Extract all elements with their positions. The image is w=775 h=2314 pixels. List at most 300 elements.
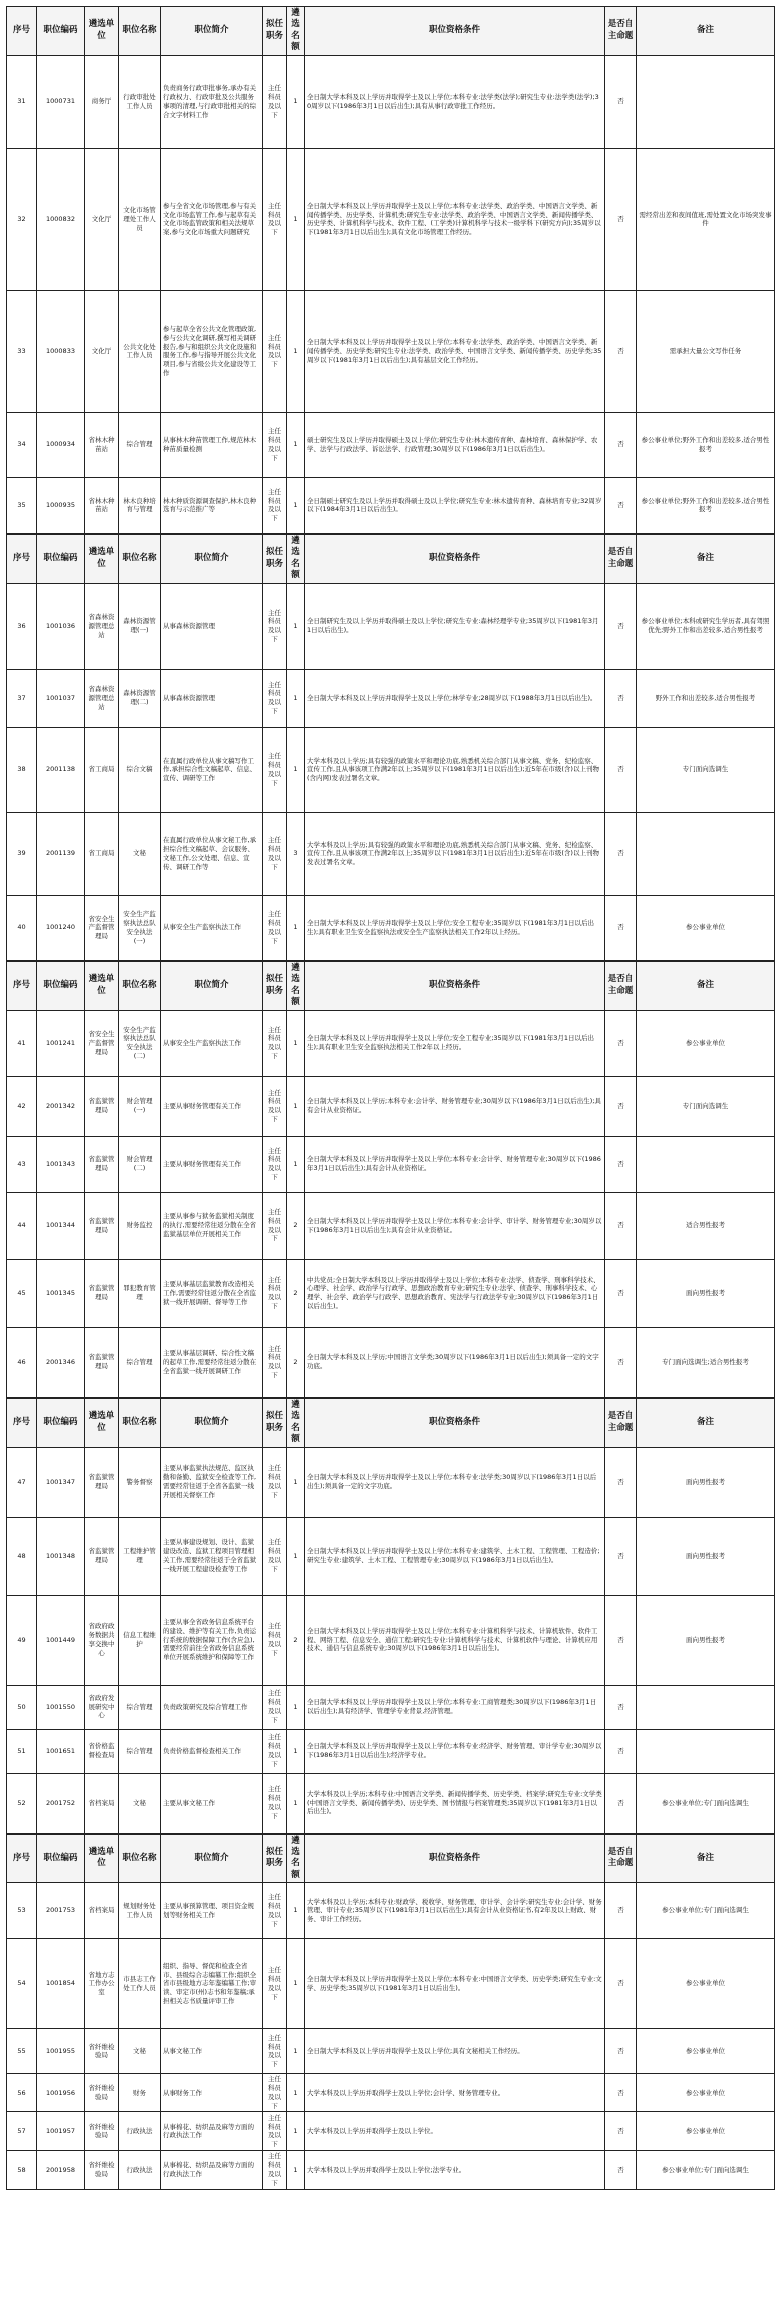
cell-position-name: 森林资源管理(二) [119, 669, 161, 727]
cell-qualification-requirements: 大学本科及以上学历;本科专业:中国语言文学类、新闻传播学类、历史学类、档案学;研究生专业:文学类(中国语言文学类、新闻传播学类)、历史学类、图书情报与档案管理类;35周岁以下(1981年3月1日以后出生)。 [305, 1773, 605, 1833]
cell-position-code: 1001037 [37, 669, 85, 727]
cell-position-description: 从事安全生产监察执法工作 [161, 1010, 263, 1076]
cell-remarks [637, 812, 775, 895]
cell-qualification-requirements: 全日制大学本科及以上学历并取得学士及以上学位;本科专业:计算机科学与技术、计算机软件、软件工程、网络工程、信息安全、通信工程;研究生专业:计算机科学与技术、计算机软件与理论、计算机应用技术、通信与信息系统专业;30周岁以下(1986年3月1日以后出生)。 [305, 1595, 605, 1685]
cell-recruiting-unit: 省安全生产监督管理局 [85, 1010, 119, 1076]
cell-position-description: 主要从事基层调研、综合性文稿的起草工作,需要经常往返分散在全省监狱一线开展调研工作 [161, 1327, 263, 1397]
cell-qualification-requirements: 全日制大学本科及以上学历并取得学士及以上学位;具有文秘相关工作经历。 [305, 2029, 605, 2074]
table-row [7, 1327, 775, 1397]
cell-self-proposition: 否 [605, 1076, 637, 1136]
cell-position-code: 1001347 [37, 1447, 85, 1517]
column-header-remarks: 备注 [637, 1834, 775, 1883]
cell-qualification-requirements: 硕士研究生及以上学历并取得硕士及以上学位;研究生专业:林木遗传育种、森林培育、森林保护学、农学、法学与行政法学、诉讼法学、行政管理;30周岁以下(1986年3月1日以后出生)。 [305, 412, 605, 477]
cell-position-name: 规划财务处工作人员 [119, 1883, 161, 1939]
cell-remarks: 参公事业单位 [637, 895, 775, 960]
cell-qualification-requirements: 中共党员;全日制大学本科及以上学历并取得学士及以上学位;本科专业:法学、侦查学、刑事科学技术、心理学、社会学、政治学与行政学、思想政治教育专业;研究生专业:法学、侦查学、刑事科学技术、心理学、社会学、政治学与行政学、思想政治教育、宪法学与行政法学专业;30周岁以下(1986年3月1日以后出生)。 [305, 1259, 605, 1327]
cell-position-description: 参与全省文化市场管理,参与有关文化市场监管工作,参与起草有关文化市场监管政策和相关法规草案,参与文化市场重大问题研究 [161, 148, 263, 290]
cell-recruiting-unit: 省林木种苗站 [85, 477, 119, 533]
column-header-position-name: 职位名称 [119, 7, 161, 56]
cell-recruiting-unit: 省监狱管理局 [85, 1259, 119, 1327]
cell-self-proposition: 否 [605, 1136, 637, 1192]
cell-row-number: 50 [7, 1685, 37, 1729]
column-header-remarks: 备注 [637, 1398, 775, 1447]
table-row [7, 290, 775, 412]
cell-self-proposition: 否 [605, 1939, 637, 2029]
cell-position-description: 从事棉花、纺织品及麻等方面的行政执法工作 [161, 2151, 263, 2189]
column-header-remarks: 备注 [637, 961, 775, 1010]
cell-position-name: 综合管理 [119, 1729, 161, 1773]
cell-position-code: 2001342 [37, 1076, 85, 1136]
cell-qualification-requirements: 全日制大学本科及以上学历并取得学士及以上学位;林学专业;28周岁以下(1988年3月1日以后出生)。 [305, 669, 605, 727]
cell-remarks: 参公事业单位;专门面向选调生 [637, 1883, 775, 1939]
column-header-position-description: 职位简介 [161, 1834, 263, 1883]
cell-proposed-post: 主任科员及以下 [263, 2151, 287, 2189]
cell-row-number: 37 [7, 669, 37, 727]
cell-position-description: 主要从事财务管理有关工作 [161, 1076, 263, 1136]
cell-qualification-requirements: 全日制大学本科及以上学历并取得学士及以上学位;本科专业:经济学、财务管理、审计学专业;30周岁以下(1986年3月1日以后出生);经济学专业。 [305, 1729, 605, 1773]
cell-recruiting-unit: 省监狱管理局 [85, 1192, 119, 1259]
cell-position-code: 2001138 [37, 727, 85, 812]
cell-quota: 1 [287, 290, 305, 412]
cell-qualification-requirements: 全日制研究生及以上学历并取得硕士及以上学位;研究生专业:森林经理学专业;35周岁以下(1981年3月1日以后出生)。 [305, 583, 605, 669]
cell-proposed-post: 主任科员及以下 [263, 1939, 287, 2029]
cell-proposed-post: 主任科员及以下 [263, 2112, 287, 2151]
cell-remarks: 面向男性报考 [637, 1447, 775, 1517]
column-header-proposed-post: 拟任职务 [263, 1398, 287, 1447]
cell-self-proposition: 否 [605, 1773, 637, 1833]
cell-position-code: 1001348 [37, 1517, 85, 1595]
cell-remarks: 参公事业单位;专门面向选调生 [637, 2151, 775, 2189]
column-header-self-proposition: 是否自主命题 [605, 1398, 637, 1447]
cell-row-number: 54 [7, 1939, 37, 2029]
cell-position-code: 1001957 [37, 2112, 85, 2151]
cell-row-number: 49 [7, 1595, 37, 1685]
cell-quota: 2 [287, 1192, 305, 1259]
table-row [7, 2151, 775, 2189]
cell-position-code: 1001036 [37, 583, 85, 669]
cell-qualification-requirements: 全日制大学本科及以上学历;中国语言文学类;30周岁以下(1986年3月1日以后出生);须具备一定的文字功底。 [305, 1327, 605, 1397]
cell-recruiting-unit: 省监狱管理局 [85, 1136, 119, 1192]
cell-recruiting-unit: 文化厅 [85, 290, 119, 412]
table-row [7, 412, 775, 477]
cell-proposed-post: 主任科员及以下 [263, 148, 287, 290]
cell-quota: 1 [287, 727, 305, 812]
cell-qualification-requirements: 全日制大学本科及以上学历并取得学士及以上学位;本科专业:法学类、政治学类、中国语言文学类、新闻传播学类、历史学类;研究生专业:法学类、政治学类、中国语言文学类、新闻传播学类、历史学类;35周岁以下(1981年3月1日以后出生);具有基层文化工作经历。 [305, 290, 605, 412]
cell-self-proposition: 否 [605, 2151, 637, 2189]
cell-quota: 1 [287, 1517, 305, 1595]
column-header-qualification-requirements: 职位资格条件 [305, 1398, 605, 1447]
cell-position-code: 1000832 [37, 148, 85, 290]
cell-position-name: 财务 [119, 2074, 161, 2112]
cell-position-name: 财务监控 [119, 1192, 161, 1259]
cell-quota: 1 [287, 2029, 305, 2074]
table-row [7, 1517, 775, 1595]
cell-position-code: 2001346 [37, 1327, 85, 1397]
cell-proposed-post: 主任科员及以下 [263, 583, 287, 669]
column-header-remarks: 备注 [637, 7, 775, 56]
cell-position-description: 从事文秘工作 [161, 2029, 263, 2074]
cell-self-proposition: 否 [605, 290, 637, 412]
cell-qualification-requirements: 全日制大学本科及以上学历并取得学士及以上学位;安全工程专业;35周岁以下(1981年3月1日以后出生);具有职业卫生安全监察执法相关工作2年以上经历。 [305, 1010, 605, 1076]
table-row [7, 1136, 775, 1192]
cell-position-code: 1001955 [37, 2029, 85, 2074]
cell-proposed-post: 主任科员及以下 [263, 1517, 287, 1595]
column-header-qualification-requirements: 职位资格条件 [305, 1834, 605, 1883]
cell-remarks: 专门面向选调生 [637, 1076, 775, 1136]
table-row [7, 1447, 775, 1517]
cell-row-number: 34 [7, 412, 37, 477]
cell-remarks: 参公事业单位 [637, 2029, 775, 2074]
column-header-position-code: 职位编码 [37, 534, 85, 583]
cell-remarks: 参公事业单位 [637, 1010, 775, 1076]
cell-qualification-requirements: 全日制大学本科及以上学历并取得学士及以上学位;本科专业:中国语言文学类、历史学类;研究生专业:文学、历史学类;35周岁以下(1981年3月1日以后出生)。 [305, 1939, 605, 2029]
cell-position-code: 2001139 [37, 812, 85, 895]
cell-position-name: 综合管理 [119, 412, 161, 477]
column-header-position-description: 职位简介 [161, 961, 263, 1010]
cell-self-proposition: 否 [605, 1192, 637, 1259]
cell-quota: 1 [287, 2112, 305, 2151]
cell-self-proposition: 否 [605, 2074, 637, 2112]
table-segment [6, 534, 775, 961]
table-row [7, 2112, 775, 2151]
cell-self-proposition: 否 [605, 2029, 637, 2074]
cell-proposed-post: 主任科员及以下 [263, 1076, 287, 1136]
cell-quota: 1 [287, 477, 305, 533]
cell-quota: 1 [287, 2151, 305, 2189]
column-header-position-code: 职位编码 [37, 1398, 85, 1447]
cell-qualification-requirements: 大学本科及以上学历;本科专业:财政学、税收学、财务管理、审计学、会计学;研究生专业:会计学、财务管理、审计专业;35周岁以下(1981年3月1日以后出生);具有会计从业资格证书,有2年及以上财政、财务、审计工作经历。 [305, 1883, 605, 1939]
cell-position-description: 在直属行政单位从事文稿写作工作,承担综合性文稿起草、信息、宣传、调研等工作 [161, 727, 263, 812]
cell-row-number: 39 [7, 812, 37, 895]
cell-position-name: 安全生产监察执法总队安全执法(一) [119, 895, 161, 960]
table-row [7, 669, 775, 727]
table-segment [6, 1398, 775, 1834]
cell-qualification-requirements: 全日制大学本科及以上学历并取得学士及以上学位;本科专业:工商管理类;30周岁以下(1986年3月1日以后出生);具有经济学、管理学专业背景,经济管理。 [305, 1685, 605, 1729]
cell-position-name: 文秘 [119, 1773, 161, 1833]
table-row [7, 1685, 775, 1729]
cell-quota: 3 [287, 812, 305, 895]
cell-quota: 2 [287, 1259, 305, 1327]
table-row [7, 727, 775, 812]
cell-position-name: 安全生产监察执法总队安全执法(二) [119, 1010, 161, 1076]
cell-position-code: 2001958 [37, 2151, 85, 2189]
cell-quota: 1 [287, 412, 305, 477]
table-segment [6, 6, 775, 534]
cell-position-description: 负责商务行政审批事务,承办有关行政权力、行政审批及公共服务事项的清理,与行政审批相关的综合文字材料工作 [161, 55, 263, 148]
cell-row-number: 35 [7, 477, 37, 533]
column-header-quota: 遴选名额 [287, 534, 305, 583]
cell-recruiting-unit: 省森林资源管理总站 [85, 583, 119, 669]
cell-position-description: 主要从事财务管理有关工作 [161, 1136, 263, 1192]
cell-position-description: 从事森林资源管理 [161, 669, 263, 727]
cell-row-number: 32 [7, 148, 37, 290]
cell-remarks: 野外工作和出差较多,适合男性报考 [637, 669, 775, 727]
cell-remarks [637, 55, 775, 148]
cell-recruiting-unit: 省安全生产监督管理局 [85, 895, 119, 960]
cell-self-proposition: 否 [605, 1729, 637, 1773]
cell-quota: 1 [287, 55, 305, 148]
cell-quota: 1 [287, 1729, 305, 1773]
cell-remarks: 面向男性报考 [637, 1517, 775, 1595]
cell-remarks: 专门面向选调生 [637, 727, 775, 812]
cell-position-name: 森林资源管理(一) [119, 583, 161, 669]
cell-recruiting-unit: 省森林资源管理总站 [85, 669, 119, 727]
cell-row-number: 51 [7, 1729, 37, 1773]
table-row [7, 1773, 775, 1833]
cell-recruiting-unit: 省监狱管理局 [85, 1447, 119, 1517]
cell-position-description: 主要从事参与狱务监狱相关制度的执行,需要经常往返分散在全省监狱基层单位开展相关工作 [161, 1192, 263, 1259]
column-header-qualification-requirements: 职位资格条件 [305, 7, 605, 56]
cell-row-number: 46 [7, 1327, 37, 1397]
cell-recruiting-unit: 文化厅 [85, 148, 119, 290]
table-row [7, 583, 775, 669]
column-header-recruiting-unit: 遴选单位 [85, 1834, 119, 1883]
cell-position-description: 从事森林资源管理 [161, 583, 263, 669]
cell-position-name: 工程维护管理 [119, 1517, 161, 1595]
cell-qualification-requirements: 大学本科及以上学历;具有较强的政策水平和理论功底,熟悉机关综合部门从事文稿、党务、纪检监察、宣传工作,且从事该项工作满2年以上;35周岁以下(1981年3月1日以后出生);近5年在市级(含)以上刊物发表过署名文章。 [305, 812, 605, 895]
cell-position-code: 2001753 [37, 1883, 85, 1939]
header-row [7, 1398, 775, 1447]
cell-position-code: 1001343 [37, 1136, 85, 1192]
cell-position-name: 公共文化处工作人员 [119, 290, 161, 412]
column-header-proposed-post: 拟任职务 [263, 1834, 287, 1883]
cell-recruiting-unit: 省地方志工作办公室 [85, 1939, 119, 2029]
table-row [7, 1883, 775, 1939]
cell-position-description: 从事安全生产监察执法工作 [161, 895, 263, 960]
cell-self-proposition: 否 [605, 1517, 637, 1595]
cell-row-number: 45 [7, 1259, 37, 1327]
cell-proposed-post: 主任科员及以下 [263, 55, 287, 148]
column-header-position-description: 职位简介 [161, 1398, 263, 1447]
header-row [7, 534, 775, 583]
table-row [7, 477, 775, 533]
cell-position-description: 主要从事监狱执法规范、监区执勤和备勤、监狱安全检查等工作,需要经常往返于全省各监狱一线开展相关督察工作 [161, 1447, 263, 1517]
table-segment [6, 961, 775, 1398]
cell-proposed-post: 主任科员及以下 [263, 669, 287, 727]
column-header-position-code: 职位编码 [37, 961, 85, 1010]
column-header-position-name: 职位名称 [119, 534, 161, 583]
cell-position-description: 参与起草全省公共文化管理政策,参与公共文化调研,撰写相关调研报告,参与和组织公共文化设施和服务工作,参与指导开展公共文化项目,参与省级公共文化建设等工作 [161, 290, 263, 412]
cell-position-description: 从事棉花、纺织品及麻等方面的行政执法工作 [161, 2112, 263, 2151]
cell-recruiting-unit: 省档案局 [85, 1883, 119, 1939]
cell-recruiting-unit: 省监狱管理局 [85, 1076, 119, 1136]
table-row [7, 1729, 775, 1773]
cell-remarks: 参公事业单位;专门面向选调生 [637, 1773, 775, 1833]
cell-remarks [637, 1729, 775, 1773]
cell-position-description: 主要从事建设规划、设计、监狱建设改造、监狱工程项目管理相关工作,需要经常往返于全省监狱一线开展工程建设检查等工作 [161, 1517, 263, 1595]
cell-self-proposition: 否 [605, 1010, 637, 1076]
column-header-position-code: 职位编码 [37, 7, 85, 56]
cell-position-description: 组织、指导、督促和检查全省市、县级综合志编纂工作;组织全省市县级地方志年鉴编纂工作;审读、审定市(州)志书和年鉴稿;承担相关志书质量评审工作 [161, 1939, 263, 2029]
cell-position-name: 罪犯教育管理 [119, 1259, 161, 1327]
cell-position-description: 在直属行政单位从事文秘工作,承担综合性文稿起草、会议服务、文秘工作,公文处理、信息、宣传、调研工作等 [161, 812, 263, 895]
cell-self-proposition: 否 [605, 1259, 637, 1327]
cell-quota: 1 [287, 1076, 305, 1136]
cell-self-proposition: 否 [605, 583, 637, 669]
header-row [7, 1834, 775, 1883]
cell-position-name: 财会管理(二) [119, 1136, 161, 1192]
cell-self-proposition: 否 [605, 1595, 637, 1685]
cell-self-proposition: 否 [605, 477, 637, 533]
table-segment [6, 1834, 775, 2190]
cell-position-name: 行政执法 [119, 2151, 161, 2189]
column-header-recruiting-unit: 遴选单位 [85, 1398, 119, 1447]
table-row [7, 1595, 775, 1685]
column-header-self-proposition: 是否自主命题 [605, 534, 637, 583]
column-header-proposed-post: 拟任职务 [263, 7, 287, 56]
cell-row-number: 42 [7, 1076, 37, 1136]
cell-quota: 1 [287, 1447, 305, 1517]
column-header-qualification-requirements: 职位资格条件 [305, 534, 605, 583]
column-header-quota: 遴选名额 [287, 1398, 305, 1447]
cell-position-description: 负责价格监督检查相关工作 [161, 1729, 263, 1773]
table-row [7, 812, 775, 895]
cell-row-number: 38 [7, 727, 37, 812]
column-header-self-proposition: 是否自主命题 [605, 1834, 637, 1883]
column-header-position-description: 职位简介 [161, 534, 263, 583]
cell-position-description: 主要从事全省政务信息系统平台的建设、维护等有关工作,负责运行系统的数据保障工作(含应急),需要经常前往全省政务信息系统单位开展系统维护和保障等工作 [161, 1595, 263, 1685]
cell-recruiting-unit: 省价格监督检查局 [85, 1729, 119, 1773]
cell-quota: 1 [287, 1773, 305, 1833]
column-header-row-number: 序号 [7, 7, 37, 56]
cell-row-number: 57 [7, 2112, 37, 2151]
cell-proposed-post: 主任科员及以下 [263, 1136, 287, 1192]
cell-remarks: 参公事业单位;野外工作和出差较多,适合男性报考 [637, 477, 775, 533]
cell-remarks: 参公事业单位;本科或研究生学历者,具有驾照优先;野外工作和出差较多,适合男性报考 [637, 583, 775, 669]
cell-proposed-post: 主任科员及以下 [263, 1327, 287, 1397]
cell-position-name: 综合管理 [119, 1685, 161, 1729]
cell-position-code: 1000934 [37, 412, 85, 477]
cell-proposed-post: 主任科员及以下 [263, 1595, 287, 1685]
cell-proposed-post: 主任科员及以下 [263, 1447, 287, 1517]
column-header-quota: 遴选名额 [287, 1834, 305, 1883]
cell-remarks [637, 1136, 775, 1192]
column-header-self-proposition: 是否自主命题 [605, 7, 637, 56]
cell-position-code: 1001344 [37, 1192, 85, 1259]
column-header-position-name: 职位名称 [119, 1834, 161, 1883]
cell-remarks: 参公事业单位 [637, 2112, 775, 2151]
cell-qualification-requirements: 全日制大学本科及以上学历;本科专业:会计学、财务管理专业;30周岁以下(1986年3月1日以后出生);具有会计从业资格证。 [305, 1076, 605, 1136]
cell-position-description: 主要从事预算管理、项目资金规划等财务相关工作 [161, 1883, 263, 1939]
cell-proposed-post: 主任科员及以下 [263, 1192, 287, 1259]
cell-position-code: 1000935 [37, 477, 85, 533]
cell-recruiting-unit: 商务厅 [85, 55, 119, 148]
cell-qualification-requirements: 全日制大学本科及以上学历并取得学士及以上学位;本科专业:法学类、政治学类、中国语言文学类、新闻传播学类、历史学类、计算机类;研究生专业:法学类、政治学类、中国语言文学类、新闻传播学类、历史学类、计算机科学与技术、软件工程、(工学类)计算机科学与技术一级学科下(研究方向);35周岁以下(1981年3月1日以后出生);具有文化市场管理工作经历。 [305, 148, 605, 290]
cell-position-name: 林木良种培育与管理 [119, 477, 161, 533]
cell-row-number: 47 [7, 1447, 37, 1517]
cell-proposed-post: 主任科员及以下 [263, 895, 287, 960]
cell-position-name: 文秘 [119, 812, 161, 895]
column-header-row-number: 序号 [7, 961, 37, 1010]
cell-proposed-post: 主任科员及以下 [263, 727, 287, 812]
cell-row-number: 44 [7, 1192, 37, 1259]
column-header-row-number: 序号 [7, 1834, 37, 1883]
cell-recruiting-unit: 省工商局 [85, 812, 119, 895]
cell-self-proposition: 否 [605, 2112, 637, 2151]
cell-self-proposition: 否 [605, 1685, 637, 1729]
cell-recruiting-unit: 省政府政务数据共享交换中心 [85, 1595, 119, 1685]
cell-position-name: 行政审批处工作人员 [119, 55, 161, 148]
cell-qualification-requirements: 全日制硕士研究生及以上学历并取得硕士及以上学位;研究生专业:林木遗传育种、森林培育专业;32周岁以下(1984年3月1日以后出生)。 [305, 477, 605, 533]
cell-recruiting-unit: 省纤维检验局 [85, 2029, 119, 2074]
cell-position-name: 市县志工作处工作人员 [119, 1939, 161, 2029]
cell-recruiting-unit: 省政府发展研究中心 [85, 1685, 119, 1729]
column-header-recruiting-unit: 遴选单位 [85, 7, 119, 56]
cell-qualification-requirements: 大学本科及以上学历并取得学士及以上学位;法学专业。 [305, 2151, 605, 2189]
cell-self-proposition: 否 [605, 812, 637, 895]
header-row [7, 7, 775, 56]
column-header-self-proposition: 是否自主命题 [605, 961, 637, 1010]
cell-position-code: 1001241 [37, 1010, 85, 1076]
cell-quota: 2 [287, 1327, 305, 1397]
cell-position-description: 负责政策研究及综合管理工作 [161, 1685, 263, 1729]
cell-proposed-post: 主任科员及以下 [263, 412, 287, 477]
cell-recruiting-unit: 省纤维检验局 [85, 2074, 119, 2112]
cell-row-number: 56 [7, 2074, 37, 2112]
cell-recruiting-unit: 省林木种苗站 [85, 412, 119, 477]
cell-position-code: 1000833 [37, 290, 85, 412]
cell-row-number: 36 [7, 583, 37, 669]
column-header-row-number: 序号 [7, 534, 37, 583]
cell-position-description: 从事林木种苗管理工作,规范林木种苗质量检测 [161, 412, 263, 477]
cell-row-number: 48 [7, 1517, 37, 1595]
table-row [7, 1259, 775, 1327]
cell-recruiting-unit: 省监狱管理局 [85, 1327, 119, 1397]
column-header-proposed-post: 拟任职务 [263, 534, 287, 583]
column-header-position-code: 职位编码 [37, 1834, 85, 1883]
cell-qualification-requirements: 全日制大学本科及以上学历并取得学士及以上学位;本科专业:建筑学、土木工程、工程管理、工程造价;研究生专业:建筑学、土木工程、工程管理专业;30周岁以下(1986年3月1日以后出生)。 [305, 1517, 605, 1595]
cell-proposed-post: 主任科员及以下 [263, 2074, 287, 2112]
cell-proposed-post: 主任科员及以下 [263, 1729, 287, 1773]
cell-remarks [637, 1685, 775, 1729]
cell-position-code: 1001345 [37, 1259, 85, 1327]
table-row [7, 1192, 775, 1259]
cell-row-number: 55 [7, 2029, 37, 2074]
cell-position-name: 信息工程维护 [119, 1595, 161, 1685]
table-row [7, 1939, 775, 2029]
cell-row-number: 53 [7, 1883, 37, 1939]
cell-proposed-post: 主任科员及以下 [263, 812, 287, 895]
cell-row-number: 41 [7, 1010, 37, 1076]
table-row [7, 1076, 775, 1136]
cell-recruiting-unit: 省纤维检验局 [85, 2112, 119, 2151]
cell-position-code: 2001752 [37, 1773, 85, 1833]
cell-quota: 1 [287, 669, 305, 727]
cell-row-number: 52 [7, 1773, 37, 1833]
cell-qualification-requirements: 大学本科及以上学历并取得学士及以上学位;会计学、财务管理专业。 [305, 2074, 605, 2112]
cell-quota: 1 [287, 895, 305, 960]
table-row [7, 895, 775, 960]
cell-quota: 1 [287, 1883, 305, 1939]
cell-position-description: 从事财务工作 [161, 2074, 263, 2112]
table-row [7, 2029, 775, 2074]
cell-qualification-requirements: 全日制大学本科及以上学历并取得学士及以上学位;本科专业:法学类;30周岁以下(1986年3月1日以后出生);须具备一定的文字功底。 [305, 1447, 605, 1517]
cell-self-proposition: 否 [605, 55, 637, 148]
column-header-proposed-post: 拟任职务 [263, 961, 287, 1010]
column-header-recruiting-unit: 遴选单位 [85, 961, 119, 1010]
cell-qualification-requirements: 大学本科及以上学历并取得学士及以上学位。 [305, 2112, 605, 2151]
column-header-position-name: 职位名称 [119, 961, 161, 1010]
table-row [7, 55, 775, 148]
cell-position-name: 文化市场管理处工作人员 [119, 148, 161, 290]
column-header-position-name: 职位名称 [119, 1398, 161, 1447]
cell-remarks: 参公事业单位 [637, 1939, 775, 2029]
cell-position-description: 主要从事文秘工作 [161, 1773, 263, 1833]
cell-recruiting-unit: 省监狱管理局 [85, 1517, 119, 1595]
cell-self-proposition: 否 [605, 895, 637, 960]
cell-row-number: 43 [7, 1136, 37, 1192]
cell-position-description: 林木种质资源调查保护,林木良种选育与示范推广等 [161, 477, 263, 533]
